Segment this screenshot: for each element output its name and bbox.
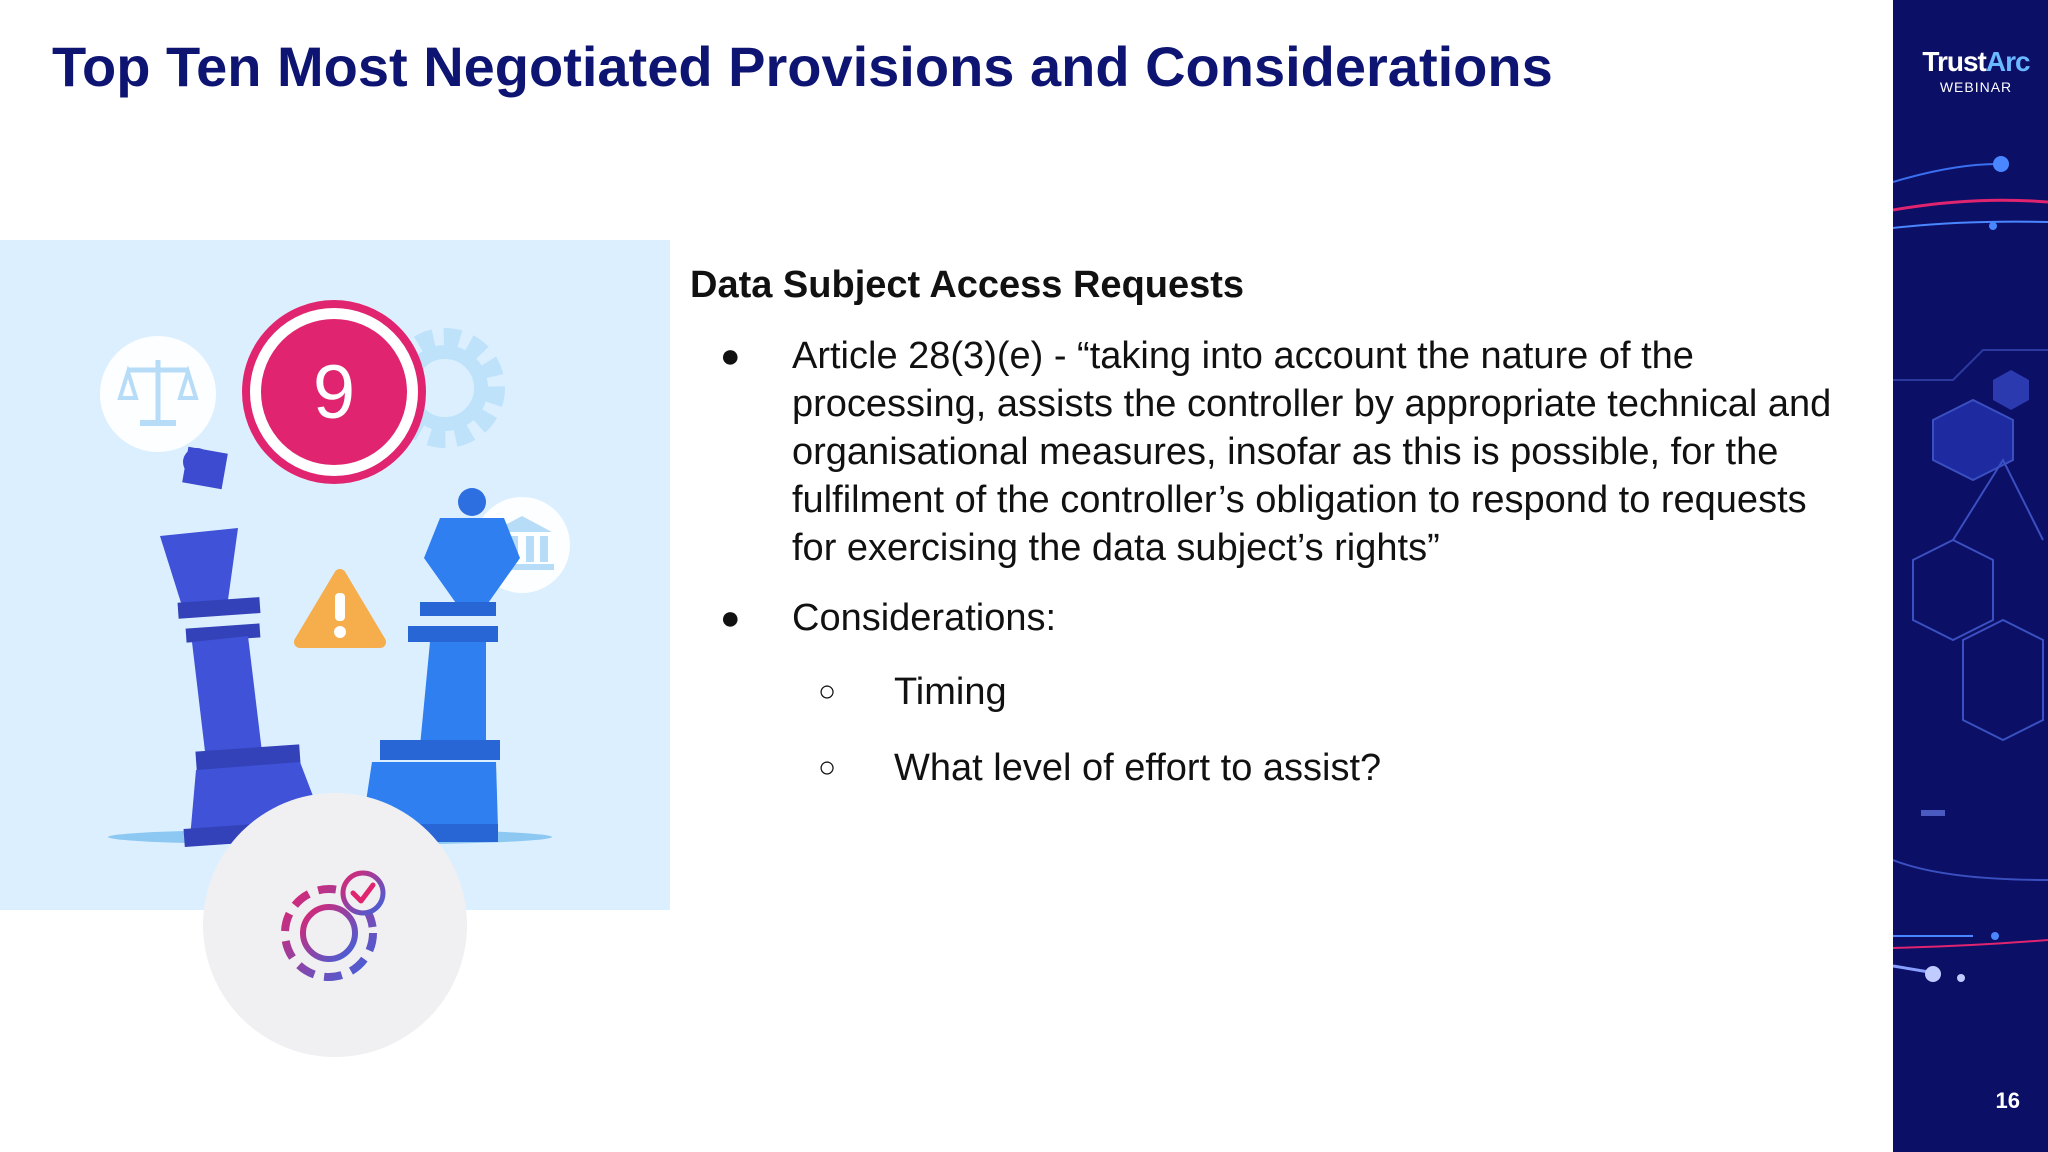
brand-name bbox=[1911, 46, 2041, 78]
gear-check-icon bbox=[265, 855, 405, 995]
sub-bullet-item bbox=[792, 744, 1850, 792]
bullet-item bbox=[690, 332, 1850, 572]
sub-bullet-marker: ○ bbox=[818, 751, 837, 784]
sub-bullet-marker: ○ bbox=[818, 675, 837, 708]
brand-name-part1: Trust bbox=[1922, 46, 1986, 77]
slide-title: Top Ten Most Negotiated Provisions and Considerations bbox=[52, 35, 1553, 98]
page-number: 16 bbox=[1995, 1088, 2020, 1113]
bottom-icon-circle bbox=[203, 793, 467, 1057]
brand-name-part2: Arc bbox=[1985, 46, 2030, 77]
badge-number: 9 bbox=[312, 350, 356, 435]
number-badge bbox=[242, 300, 426, 484]
bullet-text: Considerations: bbox=[792, 597, 1057, 639]
warning-icon bbox=[300, 575, 380, 642]
sub-bullet-text: Timing bbox=[894, 671, 1007, 713]
sub-bullet-list bbox=[792, 668, 1850, 792]
scales-icon bbox=[100, 336, 216, 452]
sub-bullet-item bbox=[792, 668, 1850, 716]
bullet-text: Article 28(3)(e) - “taking into account the nature of the processing, assists the controller by appropriate technical and organisational measures, insofar as this is possible, for the fulfilment of the controller’s obligation to respond to requests for exercising the data subject’s rights” bbox=[792, 335, 1832, 569]
content-area bbox=[690, 258, 1850, 820]
bullet-item bbox=[690, 594, 1850, 792]
circuit-decoration bbox=[1893, 0, 2048, 1152]
bullet-list bbox=[690, 332, 1850, 792]
brand-subtitle: WEBINAR bbox=[1939, 79, 2013, 95]
trustarc-logo bbox=[1911, 46, 2041, 96]
section-heading: Data Subject Access Requests bbox=[690, 264, 1245, 306]
brand-sidebar bbox=[1893, 0, 2048, 1152]
bullet-marker: ● bbox=[720, 599, 741, 637]
bullet-marker: ● bbox=[720, 337, 741, 375]
chess-queen-icon bbox=[352, 488, 520, 842]
sub-bullet-text: What level of effort to assist? bbox=[894, 747, 1382, 789]
